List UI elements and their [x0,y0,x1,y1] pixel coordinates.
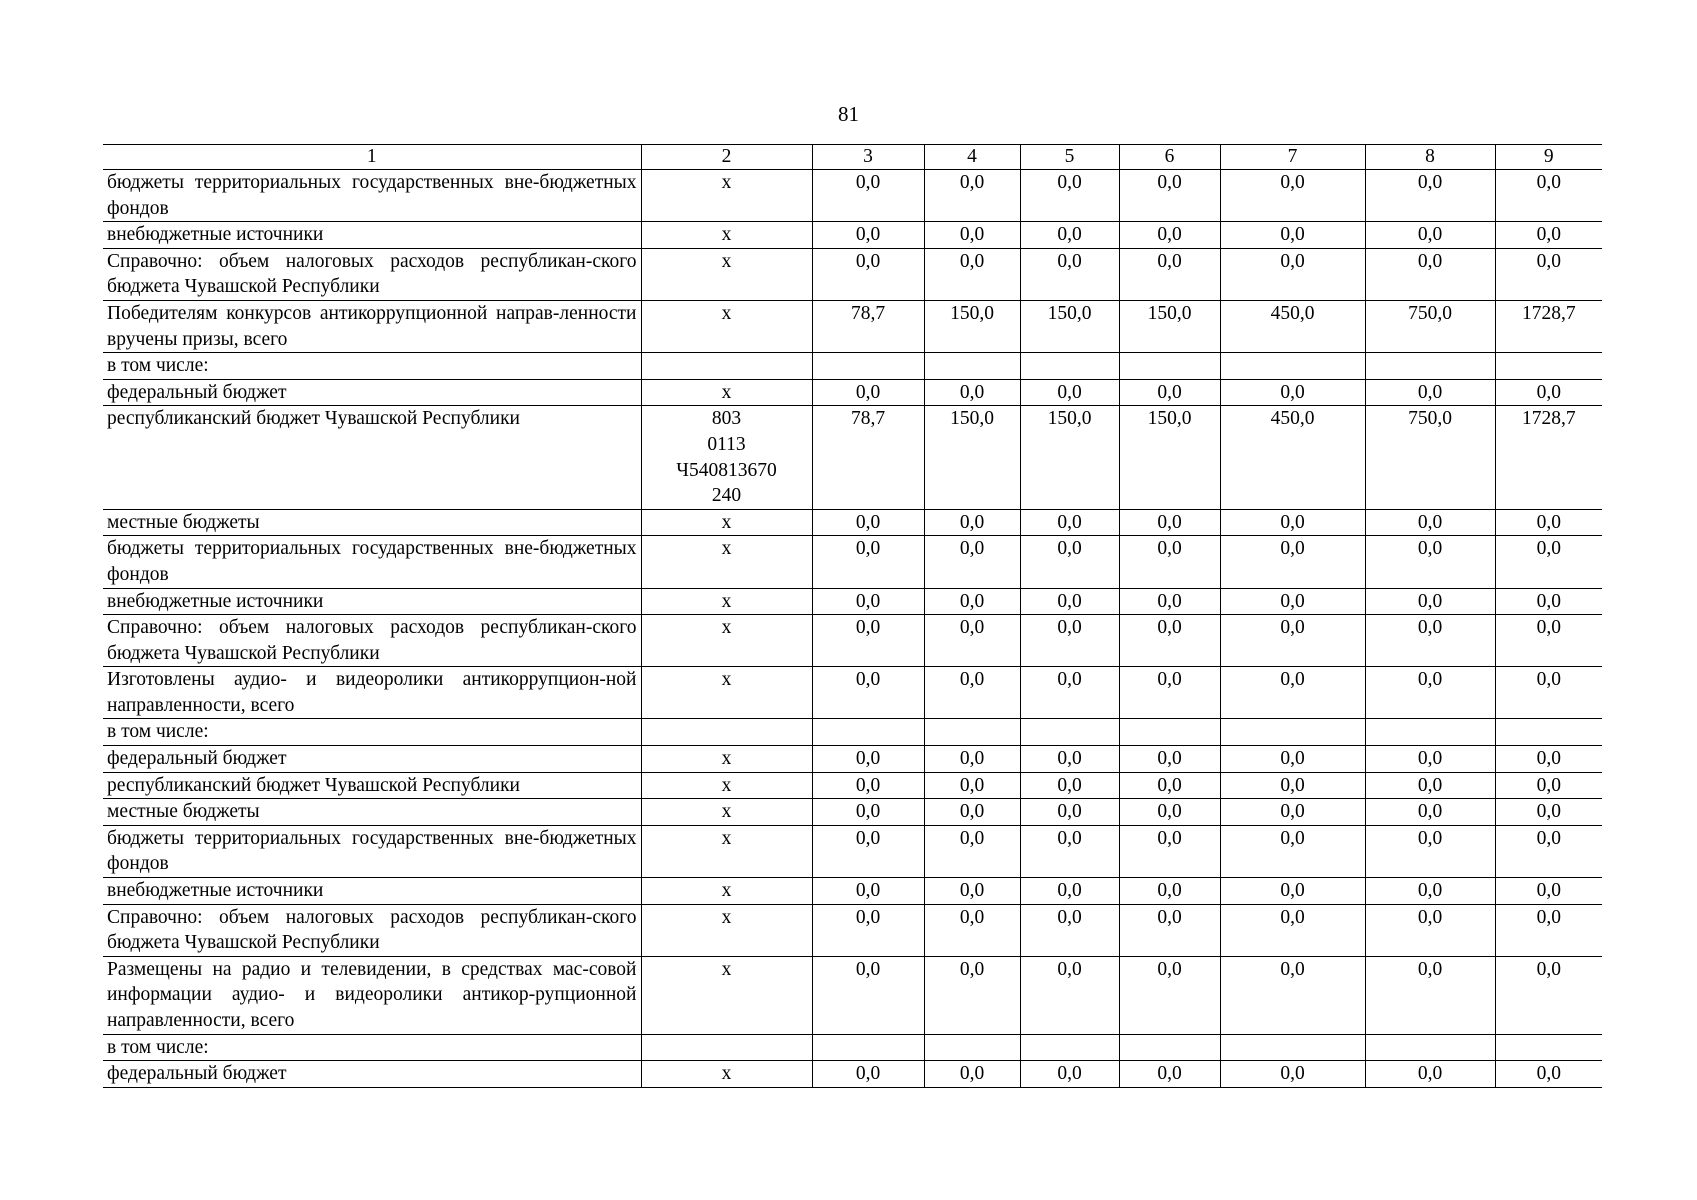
value-cell: 0,0 [812,379,924,406]
value-cell: 0,0 [1119,956,1220,1034]
value-cell: 0,0 [812,222,924,249]
row-code: 803 0113 Ч540813670 240 [641,406,812,509]
header-cell-8: 8 [1365,145,1495,170]
value-cell: 0,0 [1365,904,1495,956]
row-code: х [641,772,812,799]
row-label: в том числе: [103,353,641,380]
value-cell: 150,0 [1119,300,1220,352]
value-cell: 0,0 [1365,536,1495,588]
table-row [103,956,1602,1034]
row-label: федеральный бюджет [103,379,641,406]
row-code: х [641,248,812,300]
value-cell: 0,0 [1365,956,1495,1034]
table-row [103,1061,1602,1088]
value-cell: 0,0 [924,878,1020,905]
value-cell: 450,0 [1220,300,1365,352]
value-cell: 0,0 [1495,536,1602,588]
value-cell: 0,0 [1365,667,1495,719]
row-code: х [641,300,812,352]
row-label: бюджеты территориальных государственных вне-бюджетных фондов [103,536,641,588]
value-cell: 0,0 [1365,248,1495,300]
row-code: х [641,799,812,826]
value-cell: 0,0 [1220,772,1365,799]
value-cell: 0,0 [1119,222,1220,249]
value-cell: 0,0 [1220,956,1365,1034]
table-row [103,904,1602,956]
value-cell: 0,0 [924,667,1020,719]
value-cell [812,353,924,380]
value-cell: 150,0 [924,300,1020,352]
value-cell: 0,0 [1119,746,1220,773]
value-cell: 0,0 [1495,248,1602,300]
value-cell: 0,0 [924,248,1020,300]
value-cell: 0,0 [1119,878,1220,905]
value-cell: 0,0 [924,170,1020,222]
value-cell: 0,0 [1495,667,1602,719]
value-cell: 0,0 [1119,248,1220,300]
table-row [103,509,1602,536]
value-cell: 1728,7 [1495,406,1602,509]
value-cell: 0,0 [1220,1061,1365,1088]
row-code: х [641,615,812,667]
value-cell: 0,0 [1119,588,1220,615]
value-cell: 0,0 [1020,956,1119,1034]
value-cell: 0,0 [1220,170,1365,222]
row-label: внебюджетные источники [103,222,641,249]
row-code: х [641,746,812,773]
value-cell: 0,0 [1020,588,1119,615]
value-cell: 0,0 [812,615,924,667]
value-cell: 0,0 [1495,222,1602,249]
value-cell [1119,353,1220,380]
row-code: х [641,379,812,406]
value-cell: 0,0 [1119,615,1220,667]
value-cell: 0,0 [812,878,924,905]
value-cell: 0,0 [1495,1061,1602,1088]
value-cell: 0,0 [1220,799,1365,826]
table-row [103,588,1602,615]
value-cell: 0,0 [1020,536,1119,588]
row-code: х [641,878,812,905]
row-label: местные бюджеты [103,799,641,826]
value-cell: 0,0 [1020,878,1119,905]
value-cell [924,353,1020,380]
value-cell: 0,0 [1495,878,1602,905]
table-header [103,145,1602,170]
value-cell: 750,0 [1365,300,1495,352]
value-cell: 0,0 [1220,379,1365,406]
row-label: Победителям конкурсов антикоррупционной направ-ленности вручены призы, всего [103,300,641,352]
value-cell: 0,0 [924,588,1020,615]
value-cell: 0,0 [1220,222,1365,249]
header-cell-1: 1 [103,145,641,170]
row-label: в том числе: [103,719,641,746]
table-row [103,799,1602,826]
value-cell [1220,1034,1365,1061]
value-cell: 0,0 [1220,588,1365,615]
row-code: х [641,588,812,615]
row-code: х [641,904,812,956]
value-cell: 0,0 [812,588,924,615]
table-row [103,746,1602,773]
value-cell: 0,0 [924,536,1020,588]
table-body [103,170,1602,1088]
value-cell: 0,0 [1495,615,1602,667]
value-cell [1220,353,1365,380]
value-cell: 1728,7 [1495,300,1602,352]
table-row [103,353,1602,380]
value-cell: 0,0 [1495,509,1602,536]
value-cell: 0,0 [1495,379,1602,406]
value-cell [1020,719,1119,746]
value-cell [1365,353,1495,380]
value-cell: 0,0 [1365,799,1495,826]
row-label: внебюджетные источники [103,588,641,615]
value-cell: 0,0 [812,248,924,300]
header-cell-5: 5 [1020,145,1119,170]
value-cell: 0,0 [1020,772,1119,799]
value-cell: 0,0 [924,956,1020,1034]
value-cell: 0,0 [812,536,924,588]
value-cell: 0,0 [812,956,924,1034]
value-cell: 0,0 [1220,509,1365,536]
table-row [103,772,1602,799]
header-cell-2: 2 [641,145,812,170]
value-cell [1495,353,1602,380]
header-cell-6: 6 [1119,145,1220,170]
value-cell: 150,0 [1020,406,1119,509]
value-cell: 0,0 [1365,509,1495,536]
table-row [103,222,1602,249]
value-cell: 0,0 [924,799,1020,826]
value-cell: 0,0 [1220,536,1365,588]
value-cell [1495,1034,1602,1061]
table-row [103,1034,1602,1061]
row-label: федеральный бюджет [103,746,641,773]
value-cell: 0,0 [924,222,1020,249]
value-cell: 78,7 [812,300,924,352]
value-cell: 0,0 [1365,222,1495,249]
value-cell: 0,0 [1020,1061,1119,1088]
value-cell: 0,0 [1119,509,1220,536]
value-cell: 0,0 [1365,772,1495,799]
value-cell [1020,1034,1119,1061]
value-cell: 750,0 [1365,406,1495,509]
value-cell: 0,0 [1365,170,1495,222]
value-cell: 0,0 [812,772,924,799]
value-cell: 0,0 [1119,1061,1220,1088]
value-cell: 0,0 [1020,667,1119,719]
table-row [103,825,1602,877]
value-cell [1020,353,1119,380]
row-label: бюджеты территориальных государственных вне-бюджетных фондов [103,825,641,877]
value-cell: 0,0 [1220,667,1365,719]
value-cell: 0,0 [812,509,924,536]
value-cell: 0,0 [1119,904,1220,956]
row-label: Справочно: объем налоговых расходов республикан-ского бюджета Чувашской Республики [103,248,641,300]
row-label: бюджеты территориальных государственных вне-бюджетных фондов [103,170,641,222]
value-cell: 0,0 [1220,904,1365,956]
value-cell: 0,0 [1365,615,1495,667]
value-cell: 0,0 [1220,746,1365,773]
budget-table [103,144,1602,1088]
value-cell: 0,0 [1495,904,1602,956]
row-label: Справочно: объем налоговых расходов республикан-ского бюджета Чувашской Республики [103,904,641,956]
row-label: в том числе: [103,1034,641,1061]
value-cell: 0,0 [1020,509,1119,536]
value-cell: 0,0 [1495,956,1602,1034]
value-cell: 0,0 [812,170,924,222]
value-cell: 0,0 [924,379,1020,406]
value-cell [812,719,924,746]
row-label: местные бюджеты [103,509,641,536]
value-cell: 0,0 [924,825,1020,877]
value-cell: 0,0 [924,772,1020,799]
table-row [103,300,1602,352]
row-code: х [641,509,812,536]
value-cell: 0,0 [1365,878,1495,905]
value-cell: 0,0 [1119,667,1220,719]
page-number: 81 [838,102,859,126]
header-cell-4: 4 [924,145,1020,170]
value-cell [1495,719,1602,746]
value-cell: 0,0 [1220,615,1365,667]
value-cell: 0,0 [1020,170,1119,222]
value-cell [1119,1034,1220,1061]
row-code: х [641,667,812,719]
header-cell-9: 9 [1495,145,1602,170]
row-code [641,719,812,746]
value-cell [924,1034,1020,1061]
value-cell: 0,0 [924,904,1020,956]
value-cell: 0,0 [1495,825,1602,877]
value-cell: 0,0 [1020,799,1119,826]
value-cell: 0,0 [1495,746,1602,773]
row-code: х [641,956,812,1034]
value-cell: 0,0 [1020,904,1119,956]
table-row [103,170,1602,222]
value-cell: 0,0 [1020,248,1119,300]
row-label: республиканский бюджет Чувашской Республики [103,772,641,799]
value-cell: 0,0 [924,1061,1020,1088]
value-cell: 0,0 [924,746,1020,773]
value-cell: 0,0 [1119,772,1220,799]
table-row [103,878,1602,905]
row-code: х [641,536,812,588]
value-cell: 0,0 [812,746,924,773]
value-cell: 0,0 [812,799,924,826]
value-cell [1220,719,1365,746]
row-code [641,1034,812,1061]
header-row [103,145,1602,170]
value-cell: 0,0 [1365,1061,1495,1088]
value-cell: 0,0 [1365,379,1495,406]
table-row [103,536,1602,588]
row-label: Размещены на радио и телевидении, в средствах мас-совой информации аудио- и видеоролики антикор-рупционной направленности, всего [103,956,641,1034]
value-cell: 0,0 [1220,825,1365,877]
header-cell-7: 7 [1220,145,1365,170]
table-row [103,406,1602,509]
value-cell: 0,0 [1495,588,1602,615]
value-cell: 0,0 [1020,379,1119,406]
value-cell: 0,0 [1020,222,1119,249]
table-row [103,379,1602,406]
table-row [103,615,1602,667]
row-label: внебюджетные источники [103,878,641,905]
value-cell: 0,0 [1365,588,1495,615]
value-cell: 0,0 [1495,772,1602,799]
value-cell: 0,0 [1020,746,1119,773]
value-cell: 0,0 [1119,170,1220,222]
value-cell: 0,0 [1119,379,1220,406]
value-cell: 0,0 [812,825,924,877]
value-cell: 150,0 [924,406,1020,509]
value-cell: 0,0 [1365,746,1495,773]
value-cell: 0,0 [924,615,1020,667]
value-cell [1119,719,1220,746]
table-row [103,248,1602,300]
value-cell: 0,0 [812,904,924,956]
table-row [103,719,1602,746]
value-cell: 150,0 [1020,300,1119,352]
row-code: х [641,825,812,877]
value-cell: 0,0 [1119,536,1220,588]
row-label: Справочно: объем налоговых расходов республикан-ского бюджета Чувашской Республики [103,615,641,667]
row-code: х [641,1061,812,1088]
value-cell: 0,0 [812,1061,924,1088]
row-label: республиканский бюджет Чувашской Республики [103,406,641,509]
row-code [641,353,812,380]
value-cell: 0,0 [1020,825,1119,877]
value-cell: 0,0 [1365,825,1495,877]
value-cell: 0,0 [924,509,1020,536]
header-cell-3: 3 [812,145,924,170]
value-cell: 0,0 [1495,799,1602,826]
value-cell: 450,0 [1220,406,1365,509]
row-label: федеральный бюджет [103,1061,641,1088]
value-cell: 150,0 [1119,406,1220,509]
value-cell: 0,0 [1119,825,1220,877]
value-cell: 0,0 [1220,248,1365,300]
value-cell [1365,719,1495,746]
row-code: х [641,222,812,249]
row-code: х [641,170,812,222]
value-cell [924,719,1020,746]
value-cell [812,1034,924,1061]
value-cell: 0,0 [1119,799,1220,826]
value-cell: 0,0 [1020,615,1119,667]
table-row [103,667,1602,719]
value-cell: 78,7 [812,406,924,509]
value-cell: 0,0 [1495,170,1602,222]
value-cell [1365,1034,1495,1061]
row-label: Изготовлены аудио- и видеоролики антикоррупцион-ной направленности, всего [103,667,641,719]
value-cell: 0,0 [1220,878,1365,905]
value-cell: 0,0 [812,667,924,719]
